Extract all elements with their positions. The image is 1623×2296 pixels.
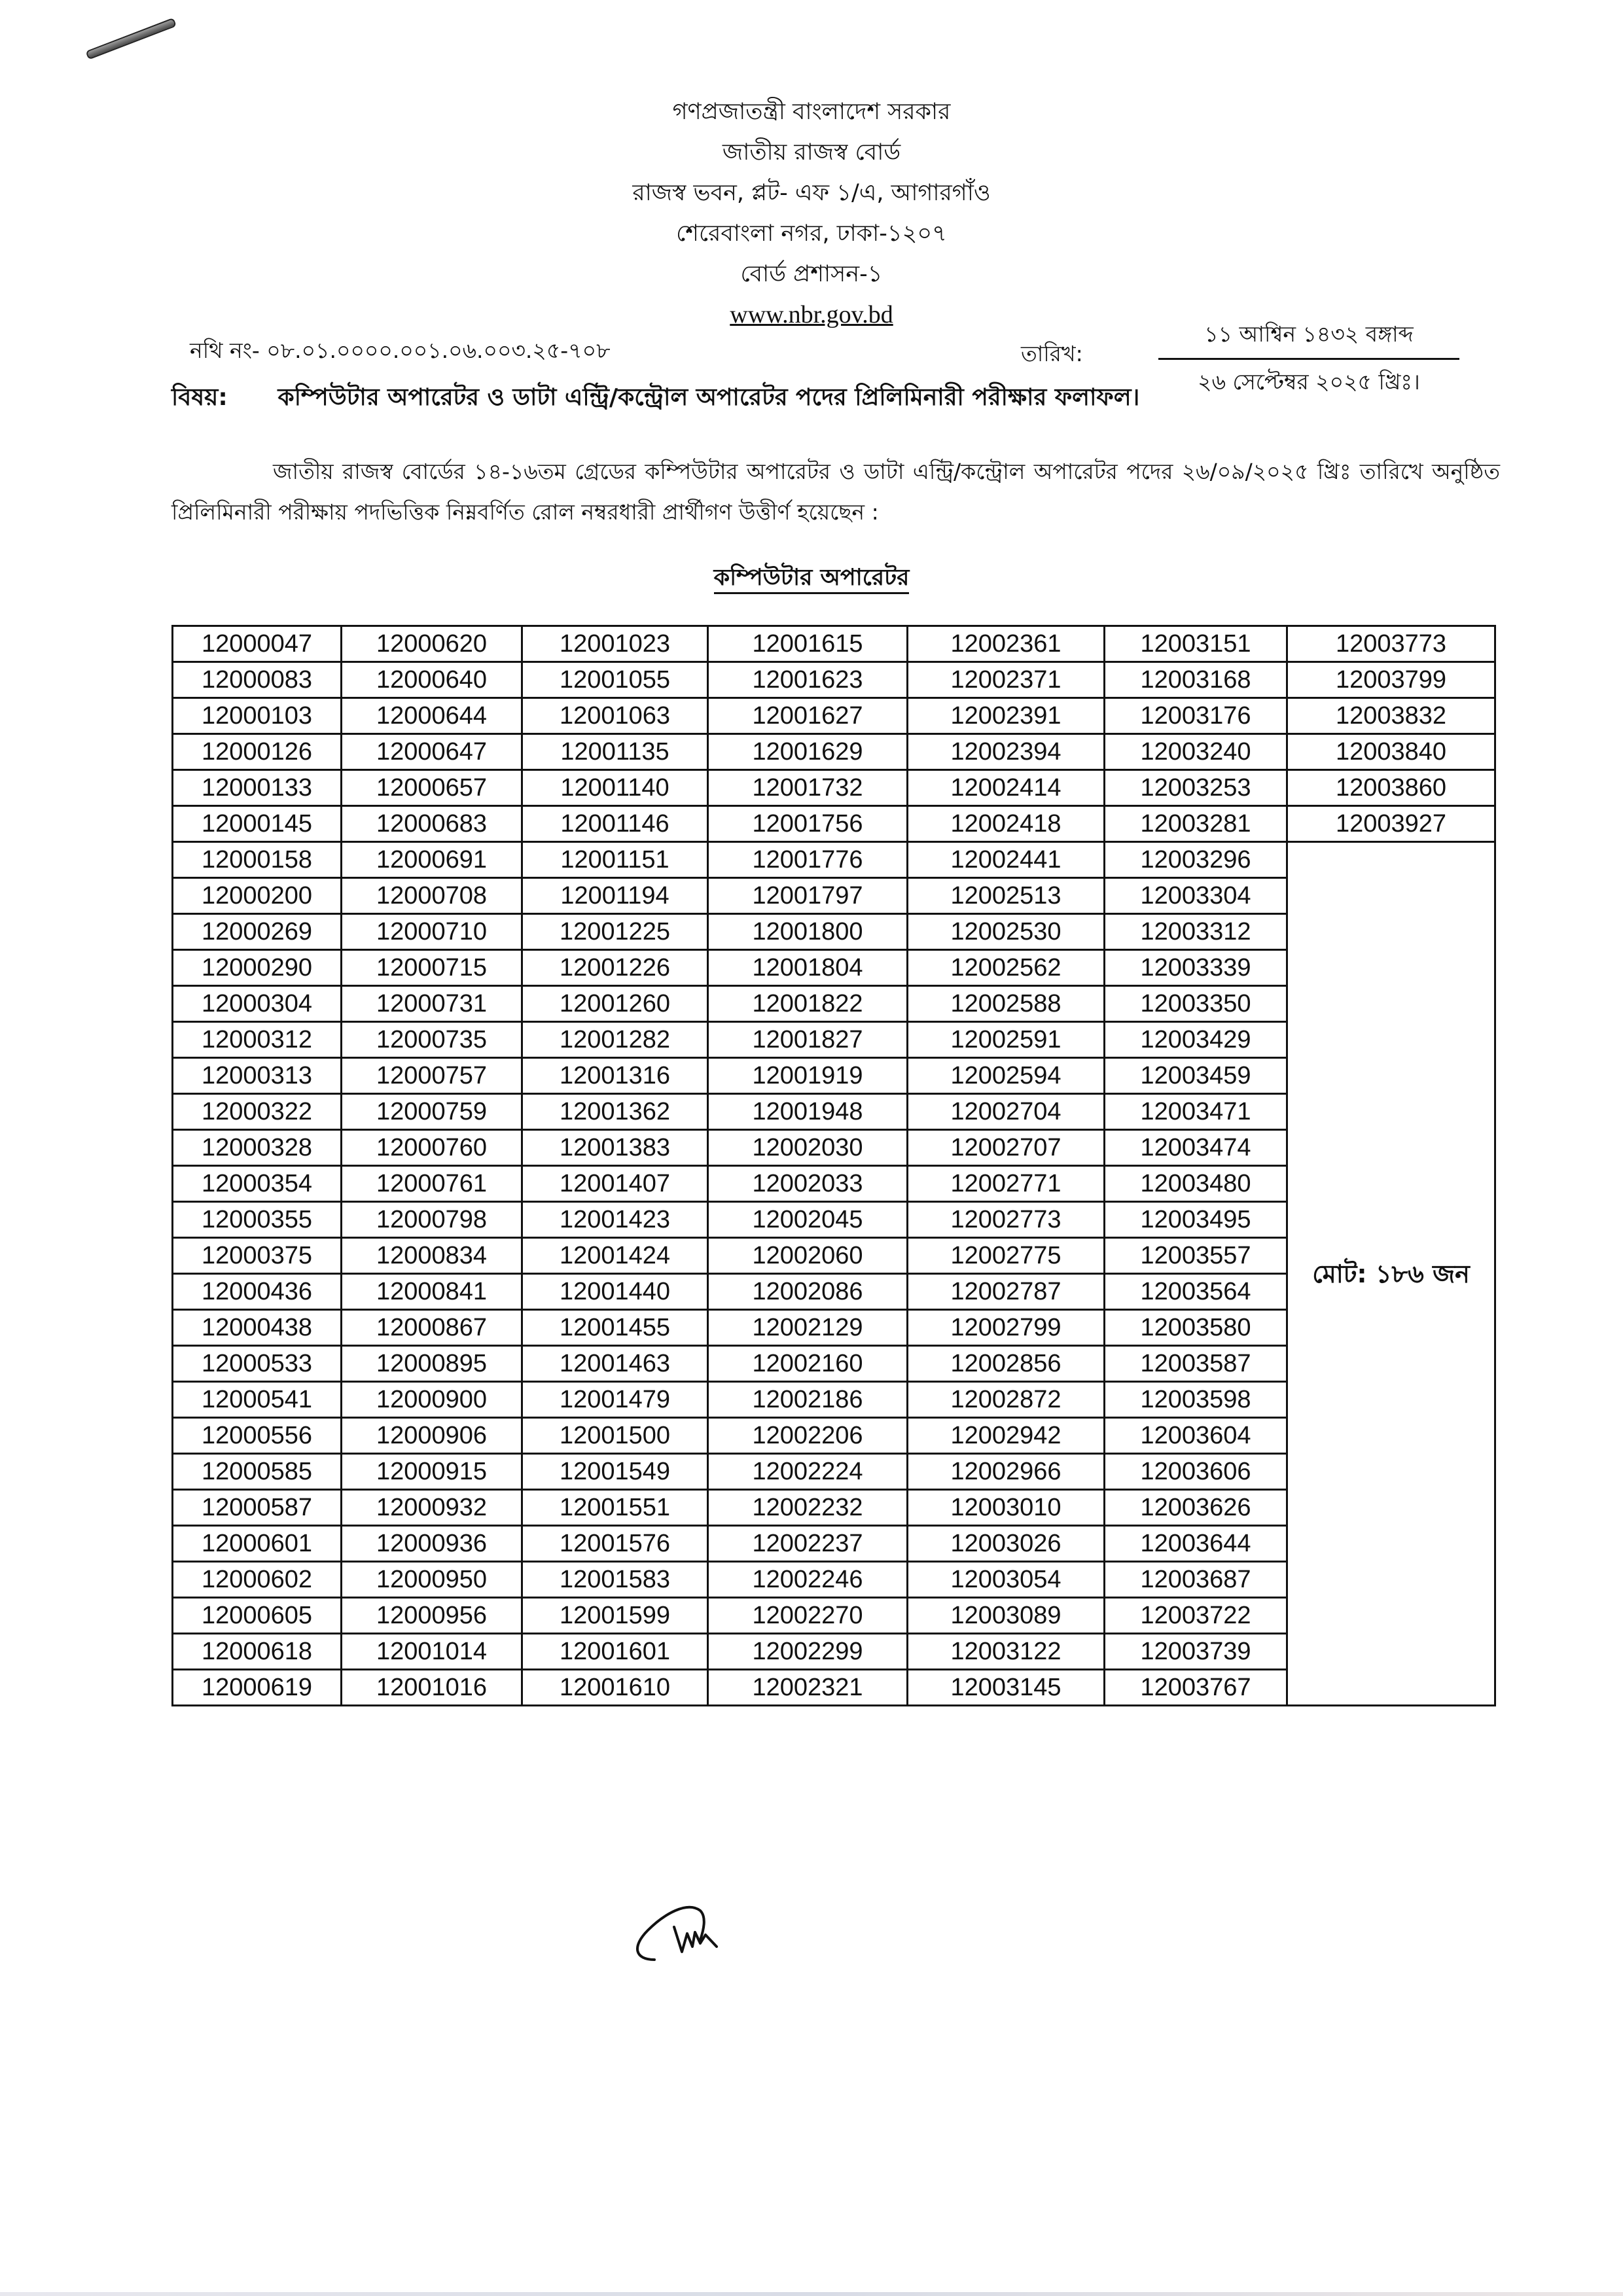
roll-number-cell: 12000936: [342, 1526, 522, 1562]
roll-number-cell: 12000605: [173, 1598, 342, 1634]
table-row: [173, 806, 1495, 842]
roll-number-cell: 12001151: [522, 842, 708, 878]
section-title-text: কম্পিউটার অপারেটর: [714, 565, 910, 594]
roll-number-cell: 12001800: [708, 914, 908, 950]
roll-number-cell: 12002799: [908, 1310, 1105, 1346]
roll-number-cell: 12000657: [342, 770, 522, 806]
roll-number-cell: 12001225: [522, 914, 708, 950]
roll-number-cell: 12002237: [708, 1526, 908, 1562]
roll-number-cell: 12000312: [173, 1022, 342, 1058]
roll-number-cell: 12002232: [708, 1490, 908, 1526]
date-bangla: ১১ আশ্বিন ১৪৩২ বঙ্গাব্দ: [1158, 317, 1459, 360]
roll-number-cell: 12002394: [908, 734, 1105, 770]
table-row: [173, 842, 1495, 878]
roll-number-cell: 12003773: [1287, 626, 1495, 662]
roll-number-cell: 12000895: [342, 1346, 522, 1382]
table-row: [173, 734, 1495, 770]
letterhead-city: শেরেবাংলা নগর, ঢাকা-১২০৭: [676, 221, 947, 247]
roll-number-cell: 12002186: [708, 1382, 908, 1418]
roll-number-cell: 12000355: [173, 1202, 342, 1238]
roll-number-cell: 12002371: [908, 662, 1105, 698]
total-count: মোট: ১৮৬ জন: [1287, 842, 1495, 1706]
roll-number-cell: 12002414: [908, 770, 1105, 806]
roll-number-cell: 12003860: [1287, 770, 1495, 806]
roll-number-cell: 12000715: [342, 950, 522, 986]
roll-number-cell: 12000556: [173, 1418, 342, 1454]
roll-number-cell: 12003240: [1105, 734, 1287, 770]
roll-number-cell: 12000047: [173, 626, 342, 662]
roll-number-cell: 12002942: [908, 1418, 1105, 1454]
roll-number-cell: 12001383: [522, 1130, 708, 1166]
roll-number-cell: 12001732: [708, 770, 908, 806]
roll-number-cell: 12003312: [1105, 914, 1287, 950]
signature: [635, 1894, 766, 1973]
roll-number-cell: 12000798: [342, 1202, 522, 1238]
roll-number-cell: 12000759: [342, 1094, 522, 1130]
roll-number-cell: 12001629: [708, 734, 908, 770]
roll-number-cell: 12001463: [522, 1346, 708, 1382]
roll-number-cell: 12001615: [708, 626, 908, 662]
roll-number-cell: 12000834: [342, 1238, 522, 1274]
roll-number-cell: 12000683: [342, 806, 522, 842]
roll-number-cell: 12001440: [522, 1274, 708, 1310]
roll-number-cell: 12000541: [173, 1382, 342, 1418]
table-row: [173, 698, 1495, 734]
roll-number-cell: 12003557: [1105, 1238, 1287, 1274]
roll-number-cell: 12000328: [173, 1130, 342, 1166]
roll-number-cell: 12000906: [342, 1418, 522, 1454]
roll-number-cell: 12003281: [1105, 806, 1287, 842]
roll-number-cell: 12000126: [173, 734, 342, 770]
roll-number-cell: 12003253: [1105, 770, 1287, 806]
roll-number-cell: 12003339: [1105, 950, 1287, 986]
roll-number-cell: 12002856: [908, 1346, 1105, 1382]
roll-number-cell: 12002588: [908, 986, 1105, 1022]
roll-number-cell: 12001822: [708, 986, 908, 1022]
roll-number-cell: 12000691: [342, 842, 522, 878]
roll-number-cell: 12000290: [173, 950, 342, 986]
roll-number-cell: 12002872: [908, 1382, 1105, 1418]
roll-number-cell: 12000644: [342, 698, 522, 734]
roll-number-cell: 12001135: [522, 734, 708, 770]
subject-line: [171, 380, 1139, 419]
roll-number-cell: 12001055: [522, 662, 708, 698]
roll-number-cell: 12003429: [1105, 1022, 1287, 1058]
roll-number-cell: 12000322: [173, 1094, 342, 1130]
roll-number-cell: 12003644: [1105, 1526, 1287, 1562]
roll-number-cell: 12001623: [708, 662, 908, 698]
roll-number-cell: 12000900: [342, 1382, 522, 1418]
roll-number-cell: 12003480: [1105, 1166, 1287, 1202]
roll-number-cell: 12003799: [1287, 662, 1495, 698]
roll-number-cell: 12000304: [173, 986, 342, 1022]
roll-number-cell: 12002787: [908, 1274, 1105, 1310]
roll-number-cell: 12002775: [908, 1238, 1105, 1274]
roll-number-cell: 12001583: [522, 1562, 708, 1598]
roll-number-cell: 12000760: [342, 1130, 522, 1166]
roll-number-cell: 12002771: [908, 1166, 1105, 1202]
roll-number-cell: 12001194: [522, 878, 708, 914]
roll-number-cell: 12001140: [522, 770, 708, 806]
roll-number-cell: 12002246: [708, 1562, 908, 1598]
roll-number-cell: 12000618: [173, 1634, 342, 1670]
roll-number-cell: 12002441: [908, 842, 1105, 878]
roll-number-cell: 12003350: [1105, 986, 1287, 1022]
roll-number-cell: 12002045: [708, 1202, 908, 1238]
letterhead-government: গণপ্রজাতন্ত্রী বাংলাদেশ সরকার: [672, 99, 951, 125]
roll-number-cell: 12000436: [173, 1274, 342, 1310]
roll-number-cell: 12001063: [522, 698, 708, 734]
roll-number-cell: 12001016: [342, 1670, 522, 1706]
roll-number-cell: 12003010: [908, 1490, 1105, 1526]
letterhead-department: বোর্ড প্রশাসন-১: [740, 261, 883, 287]
roll-number-cell: 12001804: [708, 950, 908, 986]
roll-number-cell: 12000083: [173, 662, 342, 698]
roll-number-cell: 12000619: [173, 1670, 342, 1706]
roll-number-cell: 12000585: [173, 1454, 342, 1490]
roll-number-cell: 12001551: [522, 1490, 708, 1526]
roll-number-cell: 12002707: [908, 1130, 1105, 1166]
roll-number-cell: 12002704: [908, 1094, 1105, 1130]
roll-number-cell: 12002391: [908, 698, 1105, 734]
roll-number-cell: 12003722: [1105, 1598, 1287, 1634]
roll-number-cell: 12000731: [342, 986, 522, 1022]
roll-number-cell: 12000915: [342, 1454, 522, 1490]
roll-number-cell: 12000708: [342, 878, 522, 914]
staple-mark: [85, 18, 176, 60]
roll-number-cell: 12000761: [342, 1166, 522, 1202]
roll-number-cell: 12002591: [908, 1022, 1105, 1058]
roll-number-cell: 12001776: [708, 842, 908, 878]
roll-number-cell: 12001610: [522, 1670, 708, 1706]
subject-text: কম্পিউটার অপারেটর ও ডাটা এন্ট্রি/কন্ট্রোল অপারেটর পদের প্রিলিমিনারী পরীক্ষার ফলাফল।: [277, 384, 1140, 411]
roll-number-cell: 12001424: [522, 1238, 708, 1274]
roll-number-cell: 12003459: [1105, 1058, 1287, 1094]
roll-number-cell: 12003604: [1105, 1418, 1287, 1454]
roll-number-cell: 12000932: [342, 1490, 522, 1526]
roll-number-cell: 12002270: [708, 1598, 908, 1634]
roll-number-cell: 12000620: [342, 626, 522, 662]
roll-number-cell: 12000269: [173, 914, 342, 950]
roll-number-cell: 12003580: [1105, 1310, 1287, 1346]
roll-number-cell: 12002224: [708, 1454, 908, 1490]
letterhead: [0, 92, 1623, 335]
roll-number-cell: 12002773: [908, 1202, 1105, 1238]
roll-number-cell: 12002129: [708, 1310, 908, 1346]
roll-number-cell: 12003089: [908, 1598, 1105, 1634]
roll-number-cell: 12001479: [522, 1382, 708, 1418]
roll-number-cell: 12000757: [342, 1058, 522, 1094]
roll-number-cell: 12001948: [708, 1094, 908, 1130]
roll-number-cell: 12001146: [522, 806, 708, 842]
roll-number-cell: 12003122: [908, 1634, 1105, 1670]
roll-number-cell: 12003054: [908, 1562, 1105, 1598]
roll-number-cell: 12001014: [342, 1634, 522, 1670]
roll-number-cell: 12003471: [1105, 1094, 1287, 1130]
results-table: [171, 625, 1496, 1706]
subject-label: বিষয়:: [171, 384, 228, 411]
roll-number-cell: 12002206: [708, 1418, 908, 1454]
roll-number-cell: 12002361: [908, 626, 1105, 662]
roll-number-cell: 12001023: [522, 626, 708, 662]
roll-number-cell: 12000200: [173, 878, 342, 914]
letterhead-organization: জাতীয় রাজস্ব বোর্ড: [722, 139, 901, 166]
roll-number-cell: 12000145: [173, 806, 342, 842]
roll-number-cell: 12001919: [708, 1058, 908, 1094]
roll-number-cell: 12003840: [1287, 734, 1495, 770]
roll-number-cell: 12000158: [173, 842, 342, 878]
roll-number-cell: 12000533: [173, 1346, 342, 1382]
roll-number-cell: 12002966: [908, 1454, 1105, 1490]
roll-number-cell: 12000867: [342, 1310, 522, 1346]
roll-number-cell: 12003168: [1105, 662, 1287, 698]
roll-number-cell: 12003739: [1105, 1634, 1287, 1670]
roll-number-cell: 12002418: [908, 806, 1105, 842]
roll-number-cell: 12003927: [1287, 806, 1495, 842]
roll-number-cell: 12001549: [522, 1454, 708, 1490]
roll-number-cell: 12003304: [1105, 878, 1287, 914]
roll-number-cell: 12000103: [173, 698, 342, 734]
roll-number-cell: 12001362: [522, 1094, 708, 1130]
date-gregorian: ২৬ সেপ্টেম্বর ২০২৫ খ্রিঃ।: [1198, 369, 1420, 395]
roll-number-cell: 12002033: [708, 1166, 908, 1202]
roll-number-cell: 12000601: [173, 1526, 342, 1562]
roll-number-cell: 12000313: [173, 1058, 342, 1094]
roll-number-cell: 12001601: [522, 1634, 708, 1670]
roll-number-cell: 12000841: [342, 1274, 522, 1310]
roll-number-cell: 12003564: [1105, 1274, 1287, 1310]
roll-number-cell: 12002060: [708, 1238, 908, 1274]
body-paragraph: জাতীয় রাজস্ব বোর্ডের ১৪-১৬তম গ্রেডের কম্পিউটার অপারেটর ও ডাটা এন্ট্রি/কন্ট্রোল অপারেটর পদের ২৬/০৯/২০২৫ খ্রিঃ তারিখে অনুষ্ঠিত প্রিলিমিনারী পরীক্ষায় পদভিত্তিক নিম্নবর্ণিত রোল নম্বরধারী প্রার্থীগণ উত্তীর্ণ হয়েছেন :: [171, 459, 1500, 525]
roll-number-cell: 12001260: [522, 986, 708, 1022]
roll-number-cell: 12003832: [1287, 698, 1495, 734]
roll-number-cell: 12002562: [908, 950, 1105, 986]
roll-number-cell: 12001627: [708, 698, 908, 734]
table-row: [173, 662, 1495, 698]
roll-number-cell: 12000710: [342, 914, 522, 950]
roll-number-cell: 12000438: [173, 1310, 342, 1346]
roll-number-cell: 12001797: [708, 878, 908, 914]
roll-number-cell: 12002530: [908, 914, 1105, 950]
roll-number-cell: 12001407: [522, 1166, 708, 1202]
roll-number-cell: 12003151: [1105, 626, 1287, 662]
roll-number-cell: 12002030: [708, 1130, 908, 1166]
roll-number-cell: 12003587: [1105, 1346, 1287, 1382]
roll-number-cell: 12003626: [1105, 1490, 1287, 1526]
roll-number-cell: 12003606: [1105, 1454, 1287, 1490]
roll-number-cell: 12000647: [342, 734, 522, 770]
roll-number-cell: 12003474: [1105, 1130, 1287, 1166]
roll-number-cell: 12002160: [708, 1346, 908, 1382]
roll-number-cell: 12001500: [522, 1418, 708, 1454]
roll-number-cell: 12001599: [522, 1598, 708, 1634]
table-row: [173, 626, 1495, 662]
roll-number-cell: 12001455: [522, 1310, 708, 1346]
roll-number-cell: 12000133: [173, 770, 342, 806]
section-title: [0, 559, 1623, 598]
roll-number-cell: 12002299: [708, 1634, 908, 1670]
memo-number: নথি নং- ০৮.০১.০০০০.০০১.০৬.০০৩.২৫-৭০৮: [190, 338, 611, 363]
date-fraction: [1158, 317, 1459, 402]
roll-number-cell: 12003495: [1105, 1202, 1287, 1238]
roll-number-cell: 12001576: [522, 1526, 708, 1562]
roll-number-cell: 12003296: [1105, 842, 1287, 878]
website-link[interactable]: www.nbr.gov.bd: [730, 301, 893, 328]
roll-number-cell: 12000602: [173, 1562, 342, 1598]
roll-number-cell: 12001423: [522, 1202, 708, 1238]
letterhead-address: রাজস্ব ভবন, প্লট- এফ ১/এ, আগারগাঁও: [632, 180, 991, 206]
roll-number-cell: 12002594: [908, 1058, 1105, 1094]
roll-number-cell: 12003026: [908, 1526, 1105, 1562]
table-row: [173, 770, 1495, 806]
roll-number-cell: 12002321: [708, 1670, 908, 1706]
roll-number-cell: 12003176: [1105, 698, 1287, 734]
roll-number-cell: 12000956: [342, 1598, 522, 1634]
scan-edge: [0, 2292, 1623, 2296]
roll-number-cell: 12000587: [173, 1490, 342, 1526]
roll-number-cell: 12000640: [342, 662, 522, 698]
roll-number-cell: 12001226: [522, 950, 708, 986]
roll-number-cell: 12003145: [908, 1670, 1105, 1706]
date-label: তারিখ:: [1021, 341, 1083, 366]
roll-number-cell: 12002513: [908, 878, 1105, 914]
roll-number-cell: 12002086: [708, 1274, 908, 1310]
roll-number-cell: 12000950: [342, 1562, 522, 1598]
roll-number-cell: 12000354: [173, 1166, 342, 1202]
roll-number-cell: 12001756: [708, 806, 908, 842]
roll-number-cell: 12001316: [522, 1058, 708, 1094]
roll-number-cell: 12001827: [708, 1022, 908, 1058]
roll-number-cell: 12003687: [1105, 1562, 1287, 1598]
roll-number-cell: 12001282: [522, 1022, 708, 1058]
roll-number-cell: 12000375: [173, 1238, 342, 1274]
roll-number-cell: 12000735: [342, 1022, 522, 1058]
roll-number-cell: 12003767: [1105, 1670, 1287, 1706]
roll-number-cell: 12003598: [1105, 1382, 1287, 1418]
